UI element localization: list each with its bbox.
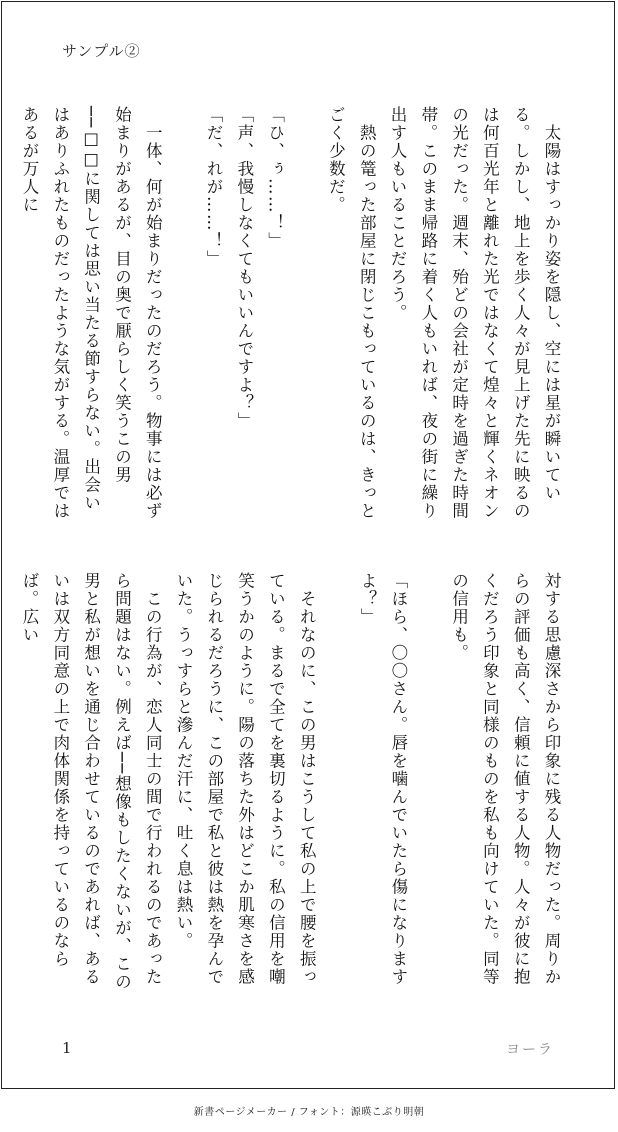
paragraph: この行為が、恋人同士の間で行われるのであったら問題はない。例えば──想像もしたくないが、この男と私が想いを通じ合わせているのであれば、あるいは双方同意の上で肉体関係を持っているのならば。広い (20, 572, 163, 991)
blank-line (167, 106, 197, 526)
text-block-lower (20, 572, 566, 992)
paragraph: 熱の篭った部屋に閉じこもっているのは、きっとごく少数だ。 (326, 106, 377, 520)
paragraph: それなのに、この男はこうして私の上で腰を振っている。まるで全てを裏切るように。私の信用を嘲笑うかのように。陽の落ちた外はどこか肌寒さを感じられるだろうに、この部屋で私と彼は熱を孕んでいた。うっすらと滲んだ汗に、吐く息は熱い。 (174, 572, 317, 986)
dialogue-line: 「ひ、ぅ……！」 (265, 106, 285, 250)
paragraph: 対する思慮深さから印象に残る人物だった。周りからの評価も高く、信頼に値する人物。人々が彼に抱くだろう印象と同様のものを私も向けていた。同等の信用も。 (449, 572, 561, 986)
paragraph: 一体、何が始まりだったのだろう。物事には必ず始まりがあるが、目の奥で厭らしく笑うこの男──□□に関しては思い当たる節すらない。出会いはありふれたものだったような気がする。温厚ではあるが万人に (20, 106, 163, 520)
blank-line (413, 572, 443, 992)
blank-line (321, 572, 351, 992)
credit-line: 新書ページメーカー / フォント：源暎こぶり明朝 (193, 1107, 425, 1118)
page-title: サンプル② (62, 42, 141, 60)
dialogue-line: 「だ、れが……！」 (204, 106, 224, 268)
dialogue-line: 「ほら、〇〇さん。唇を噛んでいたら傷になりますよ？」 (358, 572, 408, 986)
dialogue-line: 「声、我慢しなくてもいいんですよ？」 (234, 106, 254, 430)
paragraph: 太陽はすっかり姿を隠し、空には星が瞬いている。しかし、地上を歩く人々が見上げた先に映るのは何百光年と離れた光ではなくて煌々と輝くネオンの光だった。週末、殆どの会社が定時を過ぎた時間帯。このまま帰路に着く人もいれば、夜の街に繰り出す人もいることだろう。 (388, 106, 561, 520)
book-page (1, 1, 615, 1089)
author-name: ヨーラ (506, 1042, 554, 1058)
page-number: 1 (62, 1039, 72, 1057)
blank-line (290, 106, 320, 526)
text-block-upper (20, 106, 566, 526)
